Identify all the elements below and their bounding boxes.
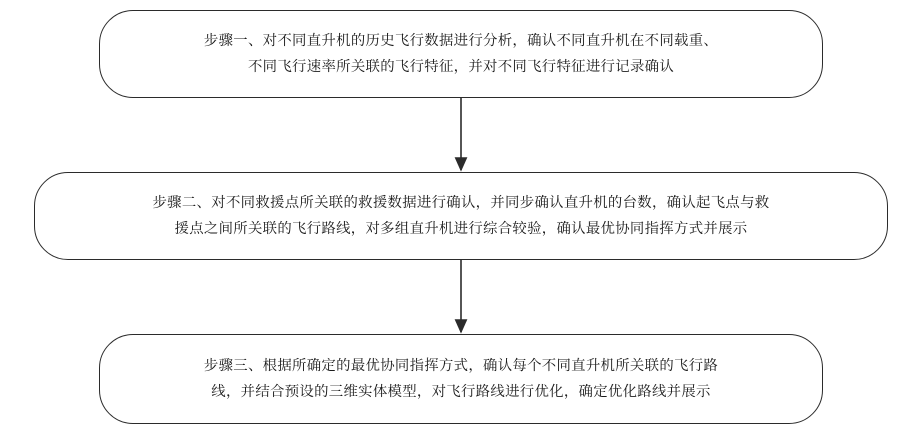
step-3 — [99, 334, 823, 424]
step-3-label: 步骤三、根据所确定的最优协同指挥方式，确认每个不同直升机所关联的飞行路 线，并结合预设的三维实体模型，对飞行路线进行优化，确定优化路线并展示 — [203, 358, 719, 400]
step-2 — [34, 172, 888, 260]
step-2-label: 步骤二、对不同救援点所关联的救援数据进行确认，并同步确认直升机的台数，确认起飞点与救 援点之间所关联的飞行路线，对多组直升机进行综合较验，确认最优协同指挥方式并展示 — [152, 195, 770, 237]
step-1 — [99, 10, 823, 98]
step-1-label: 步骤一、对不同直升机的历史飞行数据进行分析，确认不同直升机在不同载重、 不同飞行速率所关联的飞行特征，并对不同飞行特征进行记录确认 — [203, 33, 719, 75]
